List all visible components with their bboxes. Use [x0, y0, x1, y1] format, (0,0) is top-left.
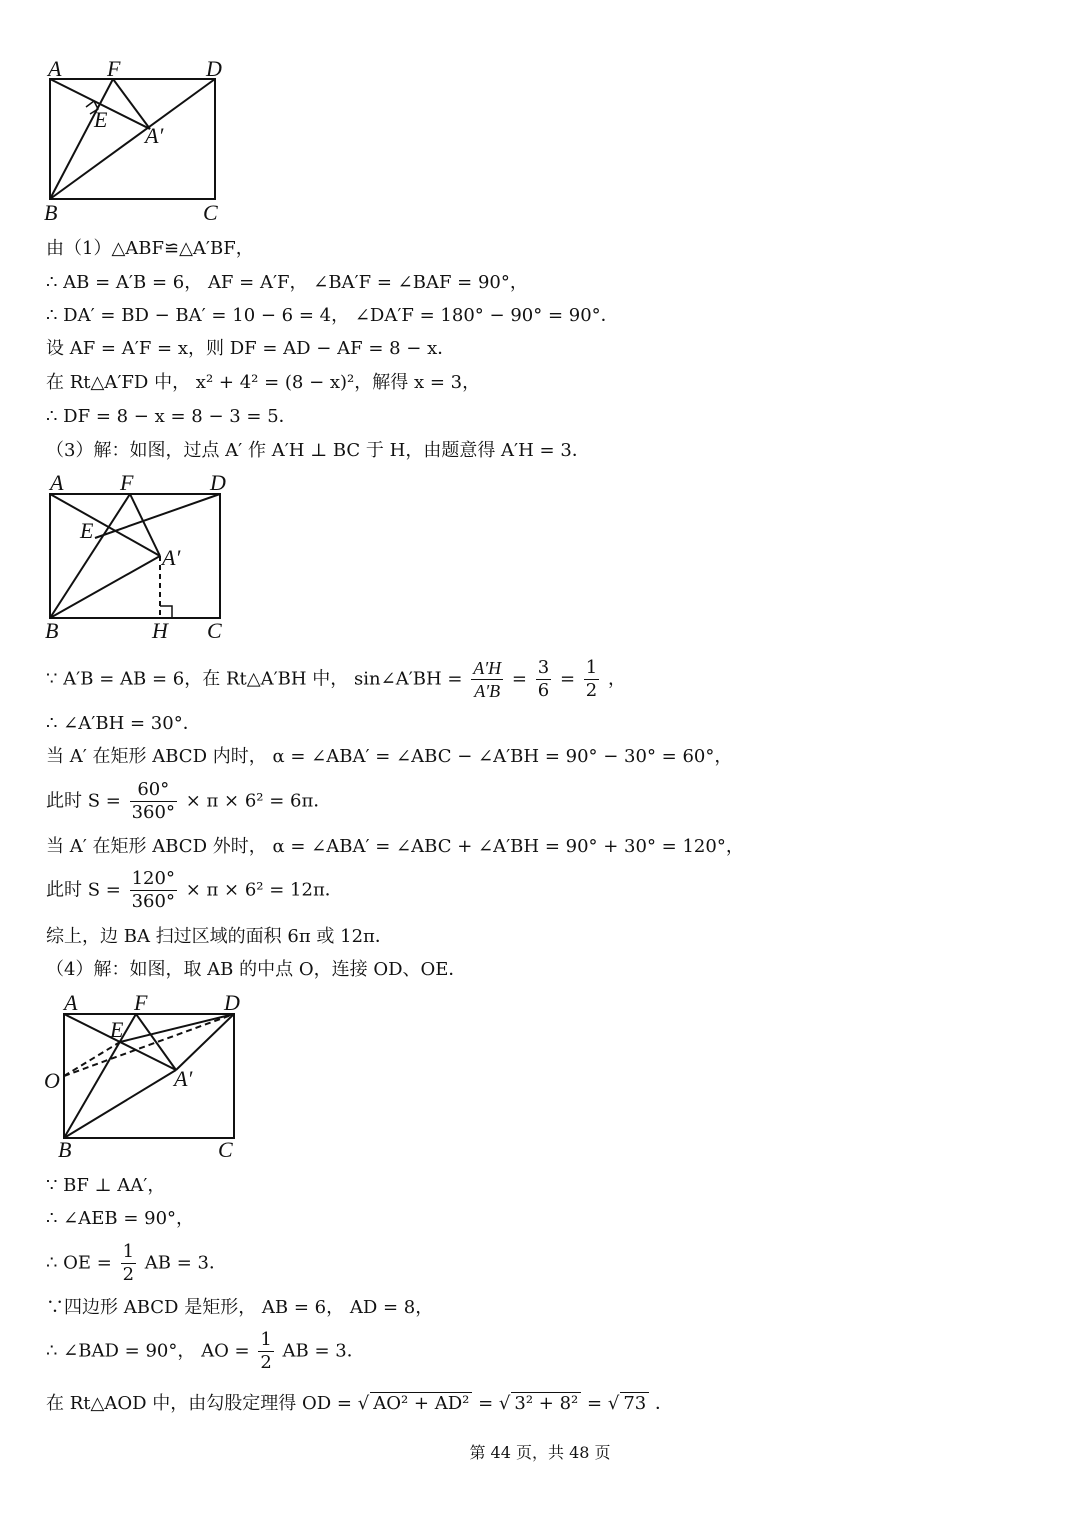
- label-A-prime: A′: [145, 123, 164, 148]
- fraction-denominator: 2: [585, 680, 598, 701]
- text-line-20: [46, 1329, 365, 1374]
- label-O: O: [44, 1068, 60, 1093]
- area-label: 此时 S =: [46, 790, 121, 812]
- sin-statement: ∵ A′B = AB = 6，在 Rt△A′BH 中， sin∠A′BH =: [46, 668, 463, 690]
- label-D: D: [210, 470, 226, 495]
- label-B: B: [45, 618, 59, 643]
- ao-result: AB = 3．: [282, 1340, 365, 1362]
- label-B: B: [44, 200, 58, 225]
- figure-3: [40, 986, 260, 1166]
- text-line-19: ∵四边形 ABCD 是矩形， AB = 6， AD = 8，: [46, 1297, 434, 1318]
- text-line-21: [46, 1392, 673, 1415]
- label-F: F: [134, 990, 148, 1015]
- area-label: 此时 S =: [46, 879, 121, 901]
- equals-sign: =: [511, 668, 528, 690]
- equals-sign: =: [587, 1393, 603, 1414]
- oe-label: ∴ OE =: [46, 1252, 112, 1274]
- pythagoras-label: 在 Rt△AOD 中，由勾股定理得 OD =: [46, 1393, 352, 1414]
- fraction-numerator: 3: [537, 657, 550, 678]
- label-C: C: [207, 618, 222, 643]
- equals-sign: =: [478, 1393, 494, 1414]
- text-line-3: ∴ DA′ = BD − BA′ = 10 − 6 = 4， ∠DA′F = 180° − 90° = 90°．: [46, 305, 619, 326]
- sqrt-radicand: 3² + 8²: [511, 1392, 581, 1415]
- sqrt-sign: √: [498, 1393, 511, 1414]
- text-line-14: 综上，边 BA 扫过区域的面积 6π 或 12π．: [46, 926, 393, 947]
- label-D: D: [224, 990, 240, 1015]
- label-A-prime: A′: [162, 545, 181, 570]
- period: ．: [654, 1393, 673, 1414]
- label-E: E: [80, 518, 94, 543]
- equals-sign: =: [559, 668, 576, 690]
- text-line-11: [46, 779, 331, 824]
- text-line-5: 在 Rt△A′FD 中， x² + 4² = (8 − x)²，解得 x = 3，: [46, 372, 481, 393]
- text-line-17: ∴ ∠AEB = 90°，: [46, 1208, 195, 1229]
- sqrt-radicand: 73: [620, 1392, 649, 1415]
- text-line-6: ∴ DF = 8 − x = 8 − 3 = 5．: [46, 406, 297, 427]
- fraction-AH-AB: [471, 657, 503, 702]
- text-line-12: 当 A′ 在矩形 ABCD 外时， α = ∠ABA′ = ∠ABC + ∠A′BH = 90° + 30° = 120°，: [46, 836, 744, 857]
- fraction-3-6: [536, 657, 551, 702]
- sqrt-sign: √: [607, 1393, 620, 1414]
- fraction-numerator: 1: [260, 1329, 272, 1350]
- oe-result: AB = 3．: [144, 1252, 228, 1274]
- label-D: D: [206, 56, 222, 81]
- label-H: H: [152, 618, 168, 643]
- label-A-prime: A′: [174, 1066, 193, 1091]
- fraction-denominator: 6: [537, 680, 550, 701]
- text-line-15: （4）解：如图，取 AB 的中点 O，连接 OD、OE．: [46, 959, 467, 980]
- fraction-numerator: A′H: [473, 658, 502, 678]
- label-A: A: [50, 470, 64, 495]
- text-line-7: （3）解：如图，过点 A′ 作 A′H ⊥ BC 于 H，由题意得 A′H = 3．: [46, 440, 590, 461]
- area-result: × π × 6² = 12π．: [185, 879, 343, 901]
- text-line-4: 设 AF = A′F = x，则 DF = AD − AF = 8 − x．: [46, 338, 456, 359]
- text-line-8: [46, 657, 626, 702]
- fraction-denominator: 2: [260, 1352, 272, 1373]
- fraction-denominator: 360°: [131, 802, 175, 823]
- label-C: C: [203, 200, 218, 225]
- text-line-18: [46, 1241, 227, 1286]
- label-E: E: [94, 107, 108, 132]
- label-F: F: [107, 56, 121, 81]
- fraction-120-360: [130, 868, 177, 913]
- figure-1-diagram: [40, 55, 240, 230]
- figure-2: [40, 468, 240, 648]
- fraction-numerator: 60°: [130, 779, 177, 802]
- fraction-denominator: 360°: [131, 891, 175, 912]
- fraction-denominator: 2: [122, 1264, 135, 1285]
- comma: ，: [607, 668, 626, 690]
- text-line-1: 由（1）△ABF≌△A′BF，: [46, 238, 254, 259]
- figure-2-diagram: [40, 468, 240, 648]
- text-line-2: ∴ AB = A′B = 6， AF = A′F， ∠BA′F = ∠BAF = 90°，: [46, 272, 528, 293]
- fraction-60-360: [130, 779, 177, 824]
- figure-1: [40, 55, 240, 230]
- fraction-1-2: [584, 657, 599, 702]
- label-C: C: [218, 1137, 233, 1162]
- page-footer: 第 44 页，共 48 页: [469, 1443, 611, 1462]
- text-line-16: ∵ BF ⊥ AA′，: [46, 1175, 166, 1196]
- fraction-numerator: 1: [122, 1241, 135, 1262]
- label-B: B: [58, 1137, 72, 1162]
- label-E: E: [110, 1017, 124, 1042]
- fraction-1-2: [121, 1241, 136, 1286]
- text-line-13: [46, 868, 343, 913]
- label-A: A: [64, 990, 78, 1015]
- text-line-9: ∴ ∠A′BH = 30°．: [46, 713, 201, 734]
- fraction-denominator: A′B: [474, 681, 501, 701]
- figure-3-diagram: [40, 986, 260, 1166]
- area-result: × π × 6² = 6π．: [185, 790, 332, 812]
- fraction-numerator: 1: [585, 657, 598, 678]
- fraction-numerator: 120°: [131, 868, 175, 889]
- sqrt-sign: √: [357, 1393, 370, 1414]
- ao-label: ∴ ∠BAD = 90°， AO =: [46, 1340, 250, 1362]
- label-F: F: [120, 470, 134, 495]
- fraction-1-2: [258, 1329, 273, 1374]
- label-A: A: [48, 56, 62, 81]
- text-line-10: 当 A′ 在矩形 ABCD 内时， α = ∠ABA′ = ∠ABC − ∠A′BH = 90° − 30° = 60°，: [46, 746, 733, 767]
- sqrt-radicand: AO² + AD²: [370, 1392, 472, 1415]
